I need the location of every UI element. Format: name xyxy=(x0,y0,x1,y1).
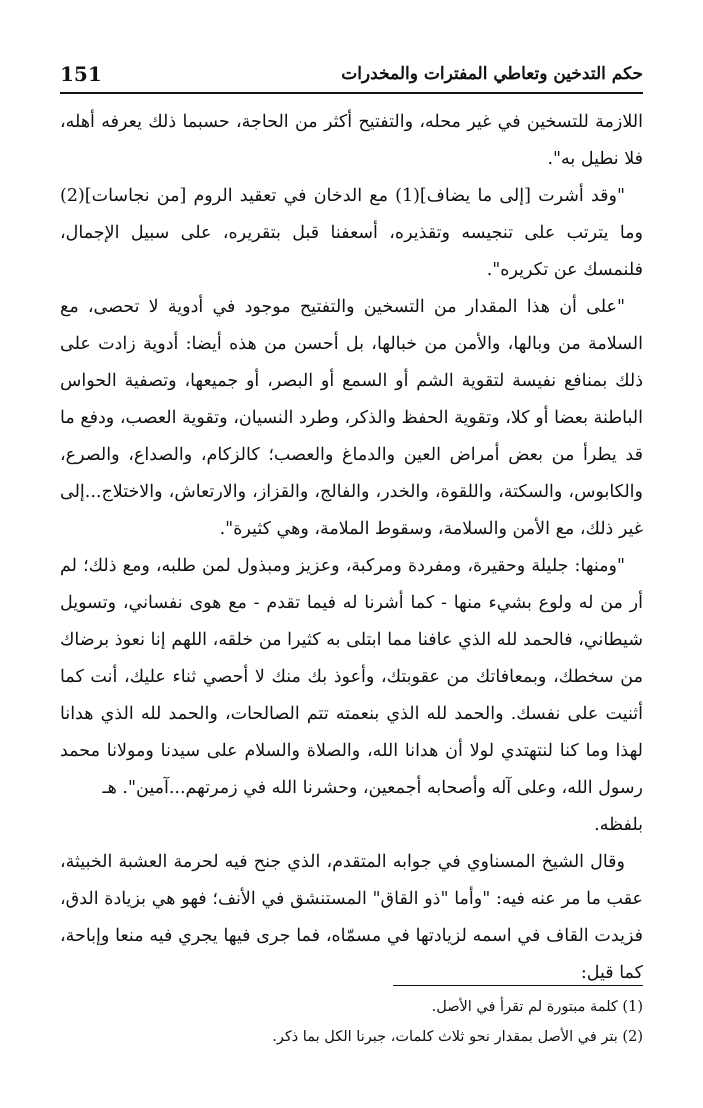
page-header xyxy=(60,62,643,92)
paragraph: "وقد أشرت [إلى ما يضاف](1) مع الدخان في تعقيد الروم [من نجاسات](2) وما يترتب على تنجيسه وتقذيره، أسعفنا قبل بتقريره، على سبيل الإجمال، فلنمسك عن تكريره". xyxy=(60,186,643,280)
footnotes xyxy=(60,992,643,1052)
body-text xyxy=(60,104,643,992)
footnote: (2) بتر في الأصل بمقدار نحو ثلاث كلمات، جبرنا الكل بما ذكر. xyxy=(272,1029,643,1045)
footnote-rule xyxy=(393,985,643,986)
paragraph: "ومنها: جليلة وحقيرة، ومفردة ومركبة، وعزيز ومبذول لمن طلبه، ومع ذلك؛ لم أر من له ولوع بشيء منها - كما أشرنا له فيما تقدم - مع هوى نفساني، وتسويل شيطاني، فالحمد لله الذي عافنا مما ابتلى به كثيرا من خلقه، اللهم إنا نعوذ برضاك من سخطك، وبمعافاتك من عقوبتك، وأعوذ بك منك لا أحصي ثناء عليك، أنت كما أثنيت على نفسك. والحمد لله الذي بنعمته تتم الصالحات، والحمد لله الذي هدانا لهذا وما كنا لنتهتدي لولا أن هدانا الله، والصلاة والسلام على سيدنا ومولانا محمد رسول الله، وعلى آله وأصحابه أجمعين، وحشرنا الله في زمرتهم...آمين". هـ xyxy=(60,556,643,798)
header-rule xyxy=(60,92,643,94)
paragraph: وقال الشيخ المسناوي في جوابه المتقدم، الذي جنح فيه لحرمة العشبة الخبيثة، عقب ما مر عنه فيه: "وأما "ذو القاق" المستنشق في الأنف؛ فهو هي بزيادة الدق، فزيدت القاف في اسمه لزيادتها في مسمّاه، فما جرى فيها يجري فيه منعا وإباحة، كما قيل: xyxy=(60,852,643,983)
footnote: (1) كلمة مبتورة لم تقرأ في الأصل. xyxy=(431,999,643,1015)
paragraph: "على أن هذا المقدار من التسخين والتفتيح موجود في أدوية لا تحصى، مع السلامة من وبالها، والأمن من خبالها، بل أحسن من هذه أيضا: أدوية زادت على ذلك بمنافع نفيسة لتقوية الشم أو السمع أو البصر، أو جميعها، وتصفية الحواس الباطنة بعضا أو كلا، وتقوية الحفظ والذكر، وطرد النسيان، وتقوية العصب، ودفع ما قد يطرأ من بعض أمراض العين والدماغ والعصب؛ كالزكام، والصداع، والصرع، والكابوس، والسكتة، واللقوة، والخدر، والفالج، والقزاز، والارتعاش، والاختلاج...إلى غير ذلك، مع الأمن والسلامة، وسقوط الملامة، وهي كثيرة". xyxy=(60,297,643,539)
page-number: 151 xyxy=(60,62,102,86)
paragraph: بلفظه. xyxy=(594,815,643,835)
paragraph: اللازمة للتسخين في غير محله، والتفتيح أكثر من الحاجة، حسبما ذلك يعرفه أهله، فلا نطيل به". xyxy=(60,112,643,169)
running-title: حكم التدخين وتعاطي المفترات والمخدرات xyxy=(341,64,643,84)
